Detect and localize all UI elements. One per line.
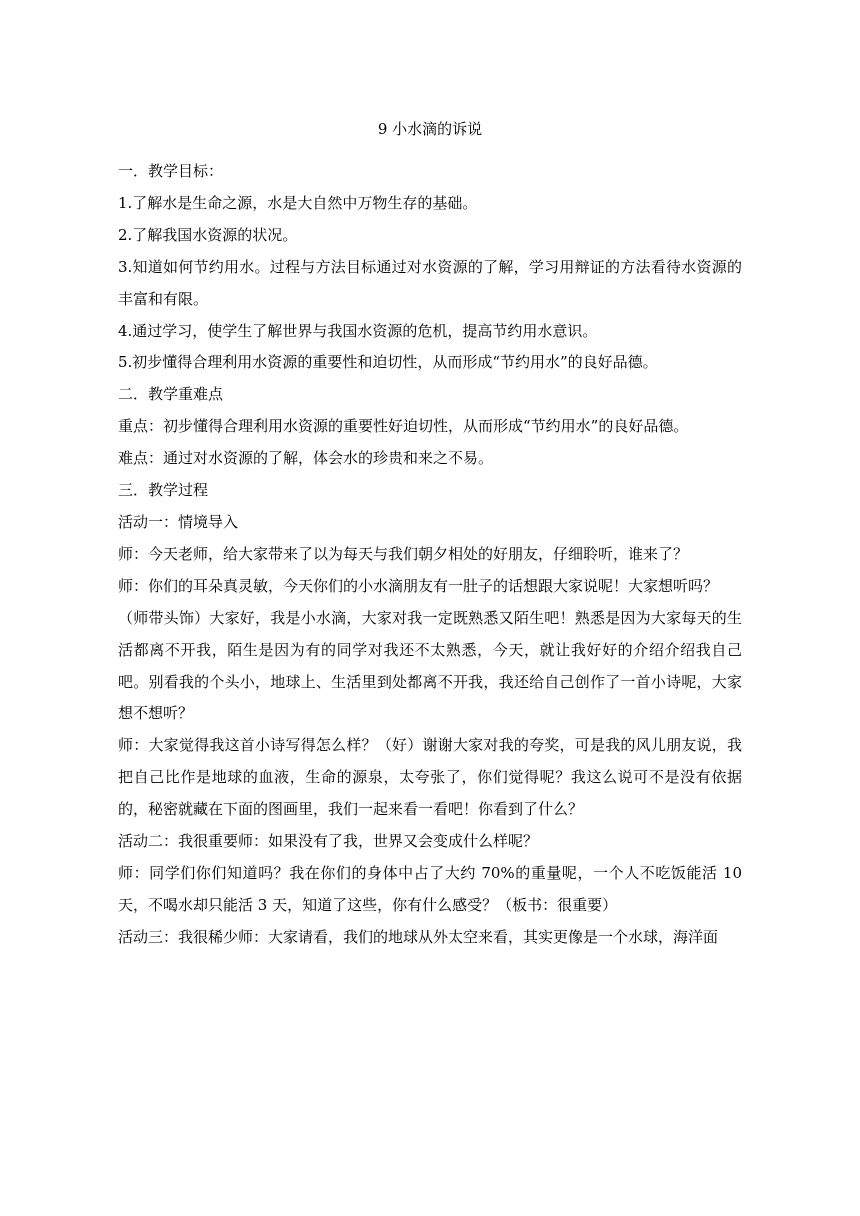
difficulty-paragraph: 难点：通过对水资源的了解，体会水的珍贵和来之不易。 (118, 449, 494, 468)
teacher-line-1: 师：今天老师，给大家带来了以为每天与我们朝夕相处的好朋友，仔细聆听，谁来了？ (118, 544, 689, 563)
activity-2-paragraph: 活动二：我很重要师：如果没有了我，世界又会变成什么样呢？ (118, 832, 539, 851)
activity-1-heading: 活动一：情境导入 (118, 512, 239, 531)
objective-item-1: 1.了解水是生命之源，水是大自然中万物生存的基础。 (118, 193, 478, 212)
objective-item-3: 3.知道如何节约用水。过程与方法目标通过对水资源的了解，学习用辩证的方法看待水资源的丰富和有限。 (118, 257, 742, 308)
document-title: 9 小水滴的诉说 (377, 120, 483, 138)
key-point-paragraph: 重点：初步懂得合理利用水资源的重要性好迫切性，从而形成“节约用水”的良好品德。 (118, 417, 689, 436)
teacher-line-4: 师：同学们你们知道吗？我在你们的身体中占了大约 70%的重量呢，一个人不吃饭能活 10 天，不喝水却只能活 3 天，知道了这些，你有什么感受？（板书：很重要） (118, 863, 742, 914)
section-heading-process: 三．教学过程 (118, 481, 209, 500)
teacher-line-3: 师：大家觉得我这首小诗写得怎么样？（好）谢谢大家对我的夸奖，可是我的风儿朋友说，我把自己比作是地球的血液，生命的源泉，太夸张了，你们觉得呢？我这么说可不是没有依据的，秘密就藏在下面的图画里，我们一起来看一看吧！你看到了什么？ (118, 736, 742, 819)
section-heading-key-points: 二．教学重难点 (118, 385, 224, 404)
water-drop-intro-paragraph: （师带头饰）大家好，我是小水滴，大家对我一定既熟悉又陌生吧！熟悉是因为大家每天的生活都离不开我，陌生是因为有的同学对我还不太熟悉，今天，就让我好好的介绍介绍我自己吧。别看我的个头小，地球上、生活里到处都离不开我，我还给自己创作了一首小诗呢，大家想不想听？ (118, 608, 742, 723)
objective-item-5: 5.初步懂得合理利用水资源的重要性和迫切性，从而形成“节约用水”的良好品德。 (118, 353, 658, 372)
objective-item-4: 4.通过学习，使学生了解世界与我国水资源的危机，提高节约用水意识。 (118, 321, 598, 340)
section-heading-objectives: 一．教学目标： (118, 162, 224, 180)
activity-3-paragraph: 活动三：我很稀少师：大家请看，我们的地球从外太空来看，其实更像是一个水球，海洋面 (118, 927, 719, 946)
objective-item-2: 2.了解我国水资源的状况。 (118, 225, 298, 244)
document-body (118, 156, 742, 954)
teacher-line-2: 师：你们的耳朵真灵敏，今天你们的小水滴朋友有一肚子的话想跟大家说呢！大家想听吗？ (118, 576, 719, 595)
